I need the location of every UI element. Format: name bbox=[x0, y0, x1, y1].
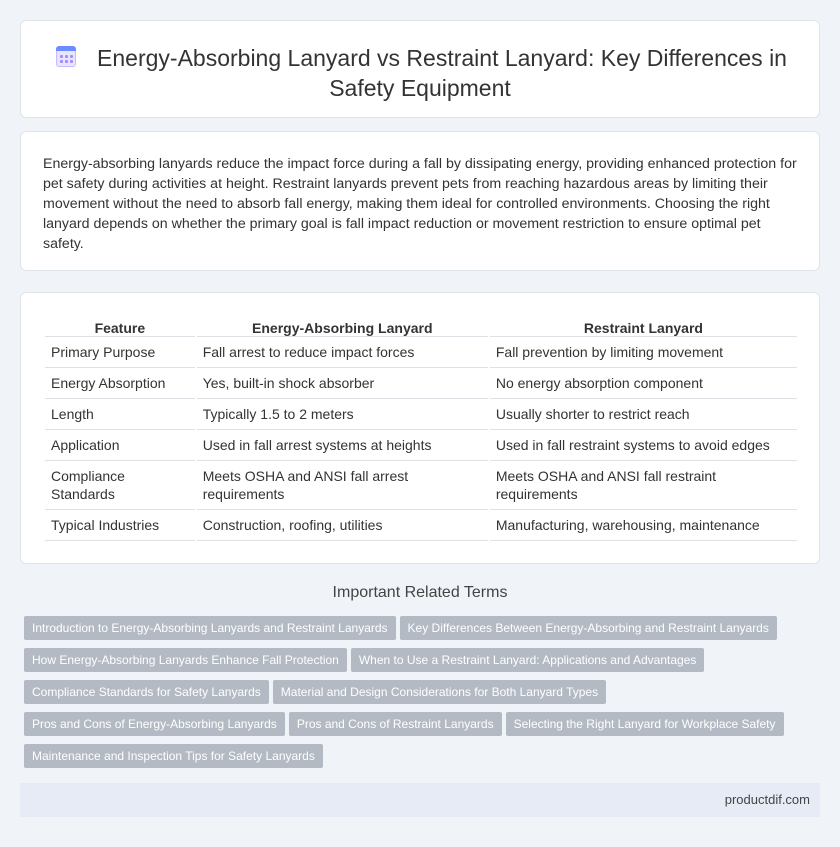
table-cell: Application bbox=[45, 430, 195, 461]
table-cell: Yes, built-in shock absorber bbox=[197, 368, 488, 399]
table-row bbox=[45, 430, 797, 461]
related-term-link[interactable]: How Energy-Absorbing Lanyards Enhance Fall Protection bbox=[24, 648, 347, 672]
table-row bbox=[45, 337, 797, 368]
intro-paragraph: Energy-absorbing lanyards reduce the impact force during a fall by dissipating energy, providing enhanced protection for pet safety during activities at height. Restraint lanyards prevent pets from reaching hazardous areas by limiting their movement without the need to absorb fall energy, making them ideal for controlled environments. Choosing the right lanyard depends on whether the primary goal is fall impact reduction or movement restriction to ensure optimal pet safety. bbox=[43, 156, 797, 252]
table-cell: Fall arrest to reduce impact forces bbox=[197, 337, 488, 368]
table-header-row bbox=[45, 315, 797, 337]
table-cell: Energy Absorption bbox=[45, 368, 195, 399]
table-cell: Fall prevention by limiting movement bbox=[490, 337, 797, 368]
table-cell: Used in fall arrest systems at heights bbox=[197, 430, 488, 461]
table-cell: No energy absorption component bbox=[490, 368, 797, 399]
related-term-link[interactable]: Introduction to Energy-Absorbing Lanyards and Restraint Lanyards bbox=[24, 616, 396, 640]
table-row bbox=[45, 368, 797, 399]
related-term-link[interactable]: Pros and Cons of Energy-Absorbing Lanyards bbox=[24, 712, 285, 736]
table-cell: Meets OSHA and ANSI fall arrest requirements bbox=[197, 461, 488, 510]
page-title-container bbox=[21, 43, 819, 103]
related-term-link[interactable]: When to Use a Restraint Lanyard: Applications and Advantages bbox=[351, 648, 705, 672]
column-header-restraint: Restraint Lanyard bbox=[490, 315, 797, 337]
related-term-link[interactable]: Selecting the Right Lanyard for Workplace Safety bbox=[506, 712, 784, 736]
related-term-link[interactable]: Maintenance and Inspection Tips for Safety Lanyards bbox=[24, 744, 323, 768]
calendar-icon bbox=[53, 44, 79, 70]
related-terms-list bbox=[24, 616, 824, 776]
comparison-table bbox=[43, 315, 799, 541]
page-title: Energy-Absorbing Lanyard vs Restraint Lanyard: Key Differences in Safety Equipment bbox=[97, 45, 787, 101]
related-terms-heading: Important Related Terms bbox=[332, 584, 508, 601]
table-row bbox=[45, 510, 797, 541]
table-cell: Typically 1.5 to 2 meters bbox=[197, 399, 488, 430]
column-header-energy-absorbing: Energy-Absorbing Lanyard bbox=[197, 315, 488, 337]
table-cell: Length bbox=[45, 399, 195, 430]
table-row bbox=[45, 461, 797, 510]
table-cell: Used in fall restraint systems to avoid edges bbox=[490, 430, 797, 461]
related-term-link[interactable]: Key Differences Between Energy-Absorbing and Restraint Lanyards bbox=[400, 616, 777, 640]
table-cell: Primary Purpose bbox=[45, 337, 195, 368]
table-cell: Construction, roofing, utilities bbox=[197, 510, 488, 541]
intro-card bbox=[20, 131, 820, 271]
header-card bbox=[20, 20, 820, 118]
table-cell: Compliance Standards bbox=[45, 461, 195, 510]
footer bbox=[20, 783, 820, 817]
table-cell: Meets OSHA and ANSI fall restraint requirements bbox=[490, 461, 797, 510]
table-cell: Usually shorter to restrict reach bbox=[490, 399, 797, 430]
table-row bbox=[45, 399, 797, 430]
table-cell: Manufacturing, warehousing, maintenance bbox=[490, 510, 797, 541]
comparison-card bbox=[20, 292, 820, 564]
related-term-link[interactable]: Compliance Standards for Safety Lanyards bbox=[24, 680, 269, 704]
footer-site-name: productdif.com bbox=[724, 792, 810, 807]
column-header-feature: Feature bbox=[45, 315, 195, 337]
table-cell: Typical Industries bbox=[45, 510, 195, 541]
related-term-link[interactable]: Material and Design Considerations for Both Lanyard Types bbox=[273, 680, 606, 704]
related-term-link[interactable]: Pros and Cons of Restraint Lanyards bbox=[289, 712, 502, 736]
